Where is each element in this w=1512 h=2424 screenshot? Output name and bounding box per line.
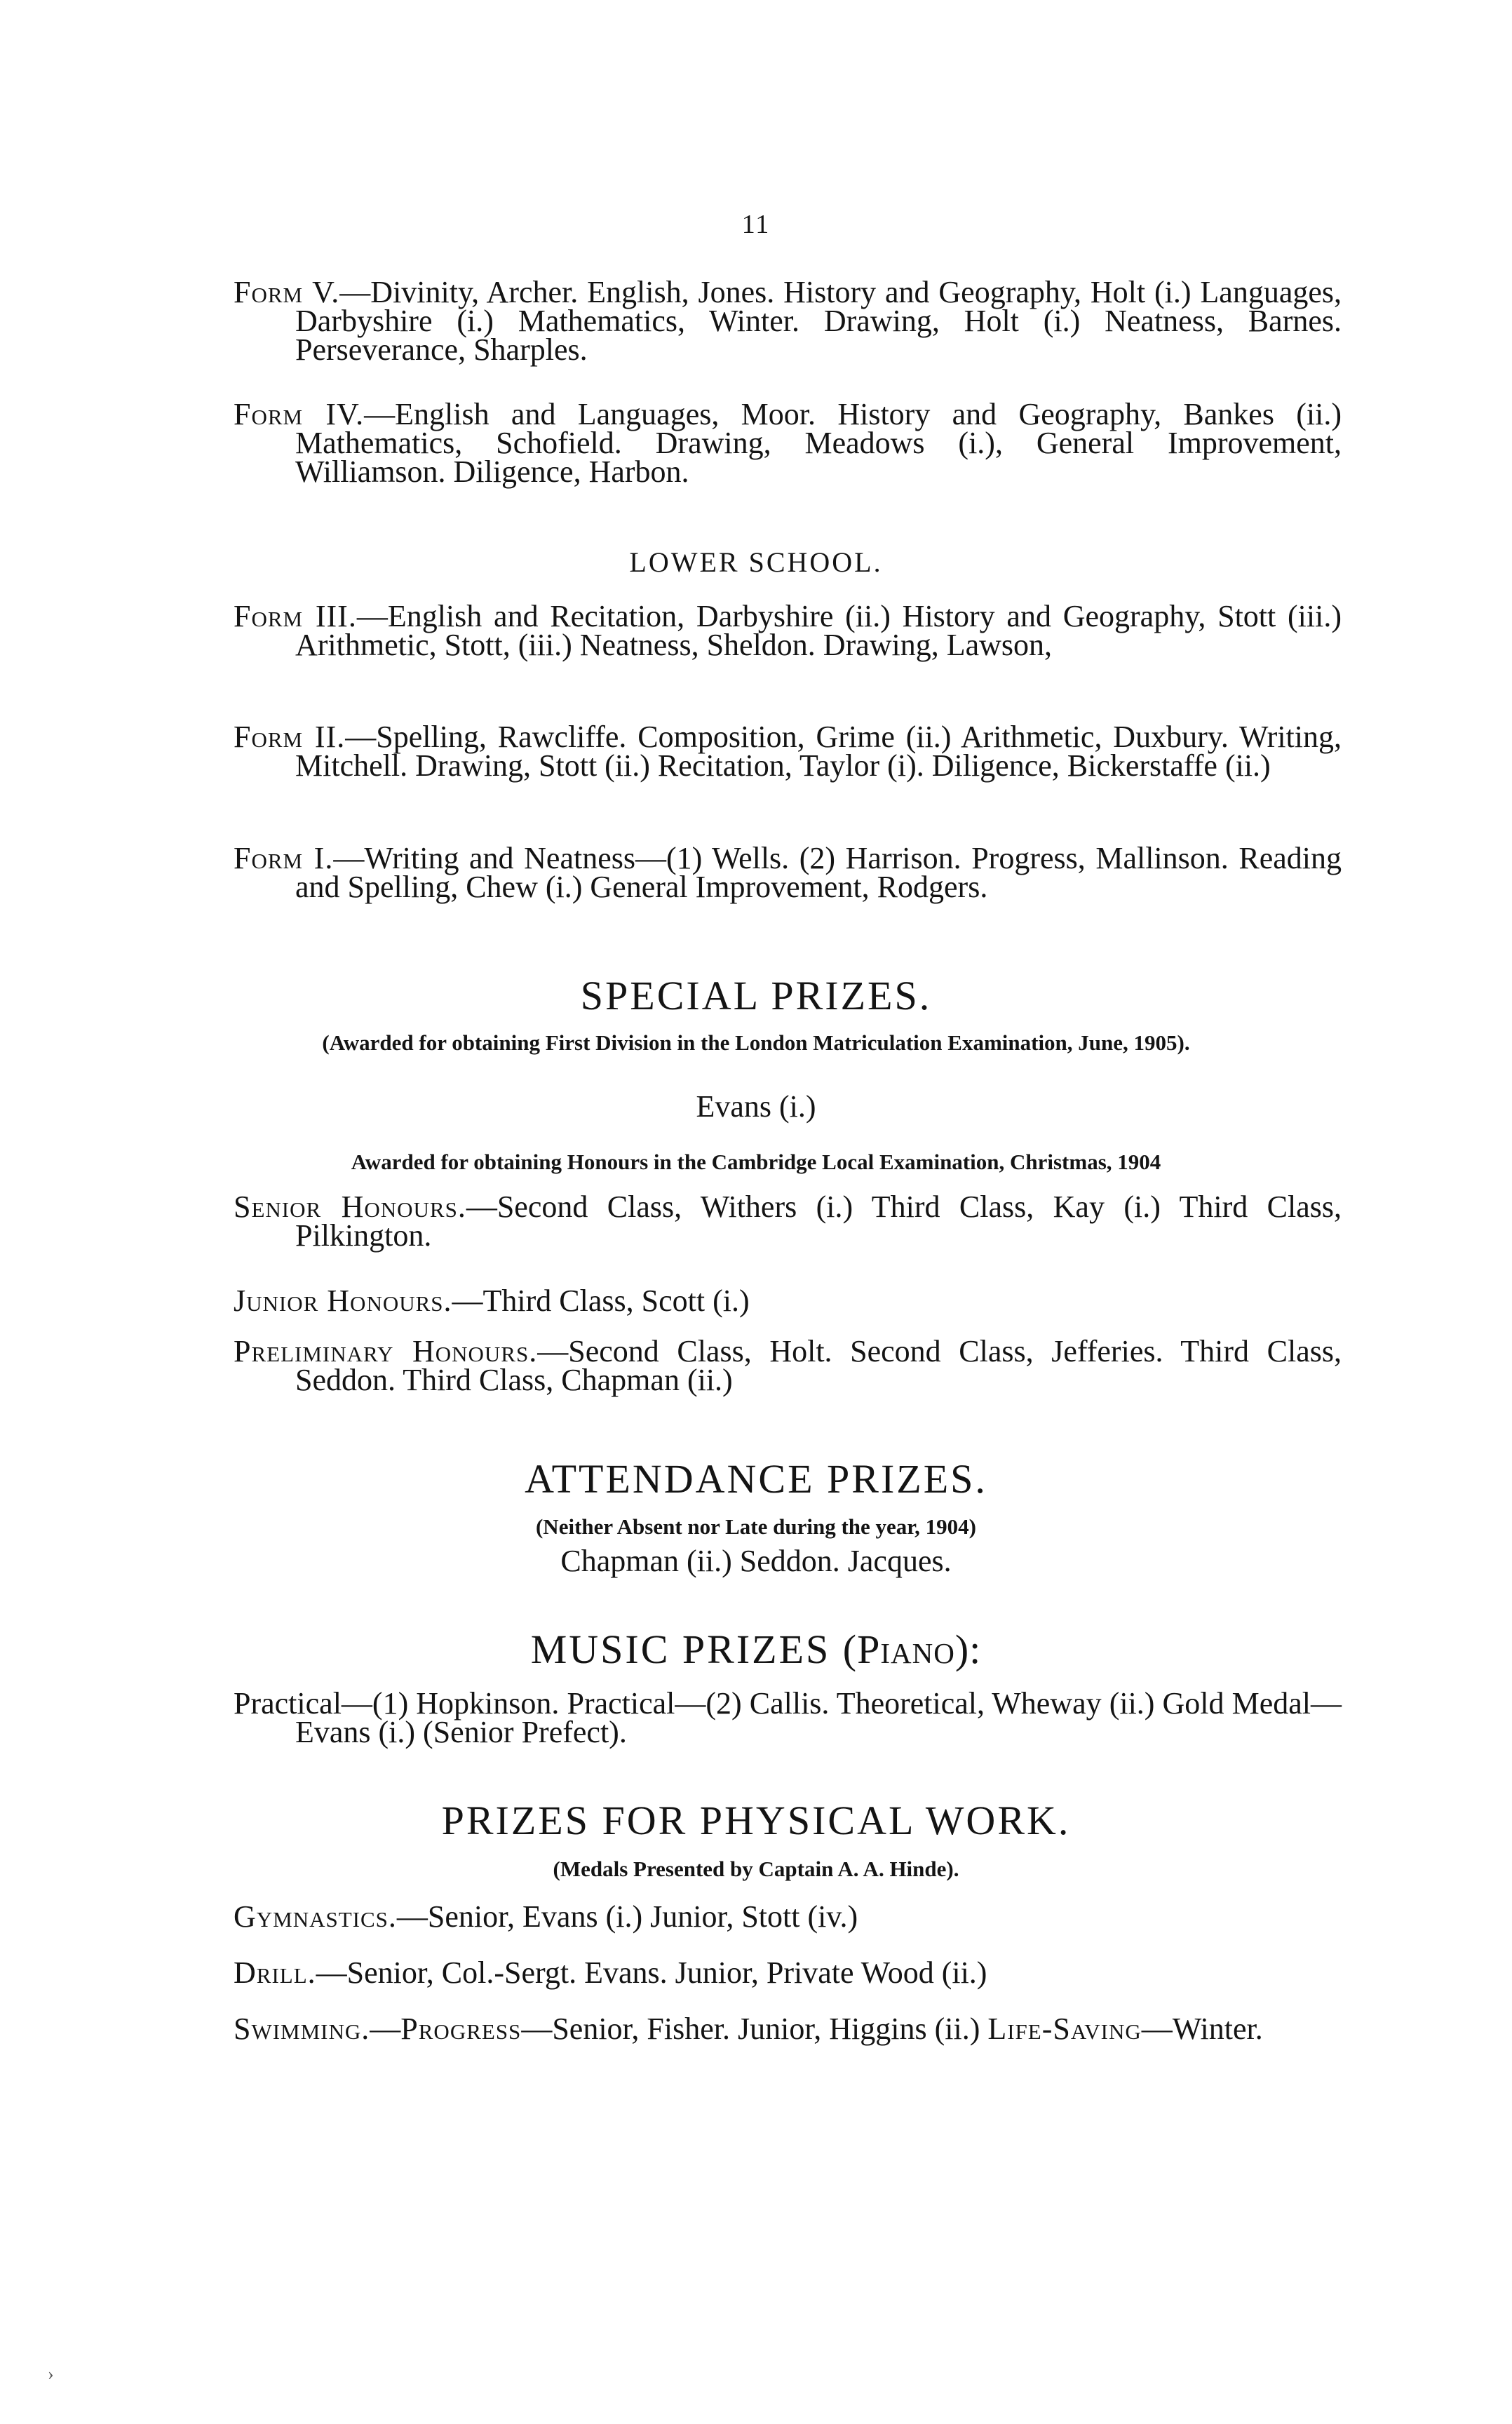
form-iv-label: Form IV.: [234, 397, 365, 431]
form-ii-text: —Spelling, Rawcliffe. Composition, Grime (ii.) Arithmetic, Duxbury. Writing, Mitchell. Drawing, Stott (ii.) Recitation, Taylor (i). Diligence, Bickerstaffe (ii.): [295, 720, 1342, 783]
swimming-label: Swimming.: [234, 2012, 370, 2046]
form-i-paragraph: [234, 841, 1342, 904]
junior-honours-label: Junior Honours.: [234, 1284, 452, 1318]
stray-mark: ›: [48, 2364, 54, 2384]
drill-label: Drill.: [234, 1955, 316, 1990]
music-prizes-heading-text: MUSIC PRIZES: [530, 1627, 831, 1672]
gymnastics-entry: [234, 1899, 1342, 1934]
form-iii-text: —English and Recitation, Darbyshire (ii.) History and Geography, Stott (iii.) Arithmetic, Stott, (iii.) Neatness, Sheldon. Drawing, Lawson,: [295, 599, 1342, 662]
senior-honours-paragraph: [234, 1190, 1342, 1253]
drill-text: —Senior, Col.-Sergt. Evans. Junior, Private Wood (ii.): [316, 1955, 987, 1990]
preliminary-honours-label: Preliminary Honours.: [234, 1334, 538, 1368]
special-prizes-heading: SPECIAL PRIZES.: [580, 973, 932, 1018]
music-prizes-heading: [0, 1626, 1512, 1673]
form-iv-entry: [234, 397, 1342, 489]
matriculation-winner: Evans (i.): [696, 1089, 816, 1124]
form-iv-text: —English and Languages, Moor. History and Geography, Bankes (ii.) Mathematics, Schofield. Drawing, Meadows (i.), General Improvement, Williamson. Diligence, Harbon.: [295, 397, 1342, 489]
drill-entry: [234, 1955, 1342, 1990]
attendance-prizes-note: (Neither Absent nor Late during the year, 1904): [535, 1514, 977, 1539]
music-prizes-entry: [234, 1686, 1342, 1749]
junior-honours-entry: [234, 1284, 1342, 1318]
music-prizes-text: Practical—(1) Hopkinson. Practical—(2) Callis. Theoretical, Wheway (ii.) Gold Medal—Evans (i.) (Senior Prefect).: [234, 1686, 1342, 1749]
form-i-text: —Writing and Neatness—(1) Wells. (2) Harrison. Progress, Mallinson. Reading and Spelling, Chew (i.) General Improvement, Rodgers.: [295, 841, 1342, 904]
physical-work-heading: PRIZES FOR PHYSICAL WORK.: [441, 1798, 1071, 1843]
preliminary-honours-entry: [234, 1334, 1342, 1397]
attendance-winners: Chapman (ii.) Seddon. Jacques.: [560, 1544, 952, 1578]
form-i-label: Form I.: [234, 841, 334, 875]
special-prizes-note: (Awarded for obtaining First Division in the London Matriculation Examination, June, 1905).: [322, 1030, 1190, 1055]
gymnastics-paragraph: [234, 1899, 1342, 1934]
gymnastics-text: —Senior, Evans (i.) Junior, Stott (iv.): [396, 1899, 858, 1934]
physical-work-note: (Medals Presented by Captain A. A. Hinde).: [553, 1857, 959, 1881]
form-iv-paragraph: [234, 397, 1342, 489]
form-v-label: Form V.: [234, 275, 340, 309]
form-v-paragraph: [234, 275, 1342, 367]
senior-honours-text: —Second Class, Withers (i.) Third Class, Kay (i.) Third Class, Pilkington.: [295, 1190, 1342, 1253]
form-ii-entry: [234, 720, 1342, 783]
form-ii-label: Form II.: [234, 720, 346, 754]
lifesaving-label: Life-Saving: [987, 2012, 1142, 2046]
junior-honours-text: —Third Class, Scott (i.): [452, 1284, 750, 1318]
music-prizes-heading-suffix: (Piano):: [842, 1627, 982, 1672]
swimming-entry: [234, 2012, 1342, 2046]
form-v-entry: [234, 275, 1342, 367]
form-iii-paragraph: [234, 599, 1342, 662]
page-number: 11: [741, 210, 771, 239]
senior-honours-entry: [234, 1190, 1342, 1253]
swimming-text: —Senior, Fisher. Junior, Higgins (ii.): [521, 2012, 980, 2046]
senior-honours-label: Senior Honours.: [234, 1190, 466, 1224]
lower-school-heading: LOWER SCHOOL.: [629, 546, 883, 578]
form-i-entry: [234, 841, 1342, 904]
form-iii-entry: [234, 599, 1342, 662]
swimming-paragraph: [234, 2012, 1342, 2046]
swimming-progress-label: Progress: [400, 2012, 522, 2046]
attendance-prizes-heading: ATTENDANCE PRIZES.: [525, 1456, 987, 1502]
cambridge-honours-note: Awarded for obtaining Honours in the Cambridge Local Examination, Christmas, 1904: [351, 1150, 1161, 1174]
form-ii-paragraph: [234, 720, 1342, 783]
form-v-text: —Divinity, Archer. English, Jones. History and Geography, Holt (i.) Languages, Darbyshire (i.) Mathematics, Winter. Drawing, Holt (i.) Neatness, Barnes. Perseverance, Sharples.: [295, 275, 1342, 367]
lifesaving-text: —Winter.: [1141, 2012, 1263, 2046]
gymnastics-label: Gymnastics.: [234, 1899, 397, 1934]
preliminary-honours-paragraph: [234, 1334, 1342, 1397]
form-iii-label: Form III.: [234, 599, 357, 633]
junior-honours-paragraph: [234, 1284, 1342, 1318]
drill-paragraph: [234, 1955, 1342, 1990]
preliminary-honours-text: —Second Class, Holt. Second Class, Jefferies. Third Class, Seddon. Third Class, Chapman (ii.): [295, 1334, 1342, 1397]
swimming-dash: —: [370, 2012, 401, 2046]
